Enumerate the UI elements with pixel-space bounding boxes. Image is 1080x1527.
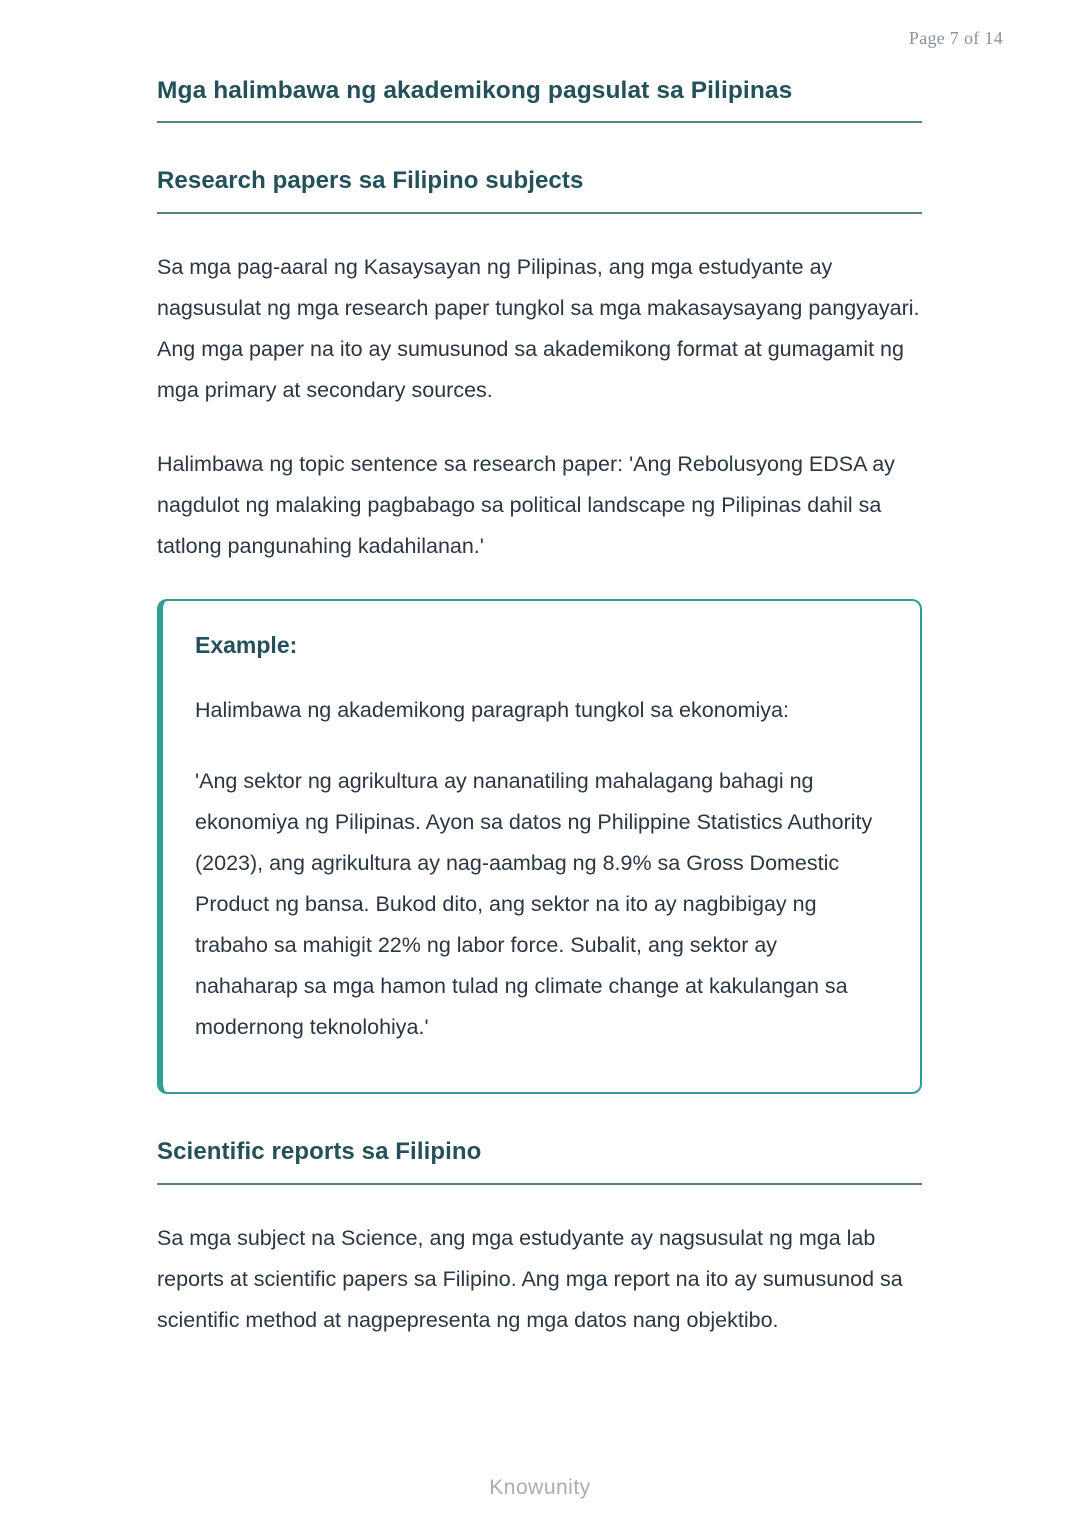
section-title-scientific-reports: Scientific reports sa Filipino	[157, 1138, 922, 1185]
section-title-research-papers: Research papers sa Filipino subjects	[157, 167, 922, 214]
paragraph-scientific-reports-1: Sa mga subject na Science, ang mga estudyante ay nagsusulat ng mga lab reports at scientific papers sa Filipino. Ang mga report na ito ay sumusunod sa scientific method at nagpepresenta ng mga datos nang objektibo.	[157, 1225, 903, 1332]
example-box-intro: Halimbawa ng akademikong paragraph tungkol sa ekonomiya:	[195, 698, 789, 723]
paragraph-research-papers-1: Sa mga pag-aaral ng Kasaysayan ng Pilipinas, ang mga estudyante ay nagsusulat ng mga research paper tungkol sa mga makasaysayang pangyayari. Ang mga paper na ito ay sumusunod sa akademikong format at gumagamit ng mga primary at secondary sources.	[157, 255, 920, 403]
example-box-label: Example:	[195, 632, 298, 659]
example-callout-box	[157, 599, 922, 1094]
example-box-quote: 'Ang sektor ng agrikultura ay nananatiling mahalagang bahagi ng ekonomiya ng Pilipinas. Ayon sa datos ng Philippine Statistics Authority (2023), ang agrikultura ay nag-aambag ng 8.9% sa Gross Domestic Product ng bansa. Bukod dito, ang sektor na ito ay nagbibigay ng trabaho sa mahigit 22% ng labor force. Subalit, ang sektor ay nahaharap sa mga hamon tulad ng climate change at kakulangan sa modernong teknolohiya.'	[195, 769, 873, 1040]
page-number-indicator: Page 7 of 14	[908, 28, 1003, 48]
document-content	[157, 76, 922, 1341]
page-title: Mga halimbawa ng akademikong pagsulat sa Pilipinas	[157, 76, 922, 123]
paragraph-research-papers-2: Halimbawa ng topic sentence sa research paper: 'Ang Rebolusyong EDSA ay nagdulot ng malaking pagbabago sa political landscape ng Pilipinas dahil sa tatlong pangunahing kadahilanan.'	[157, 452, 895, 559]
footer-brand: Knowunity	[489, 1476, 591, 1499]
